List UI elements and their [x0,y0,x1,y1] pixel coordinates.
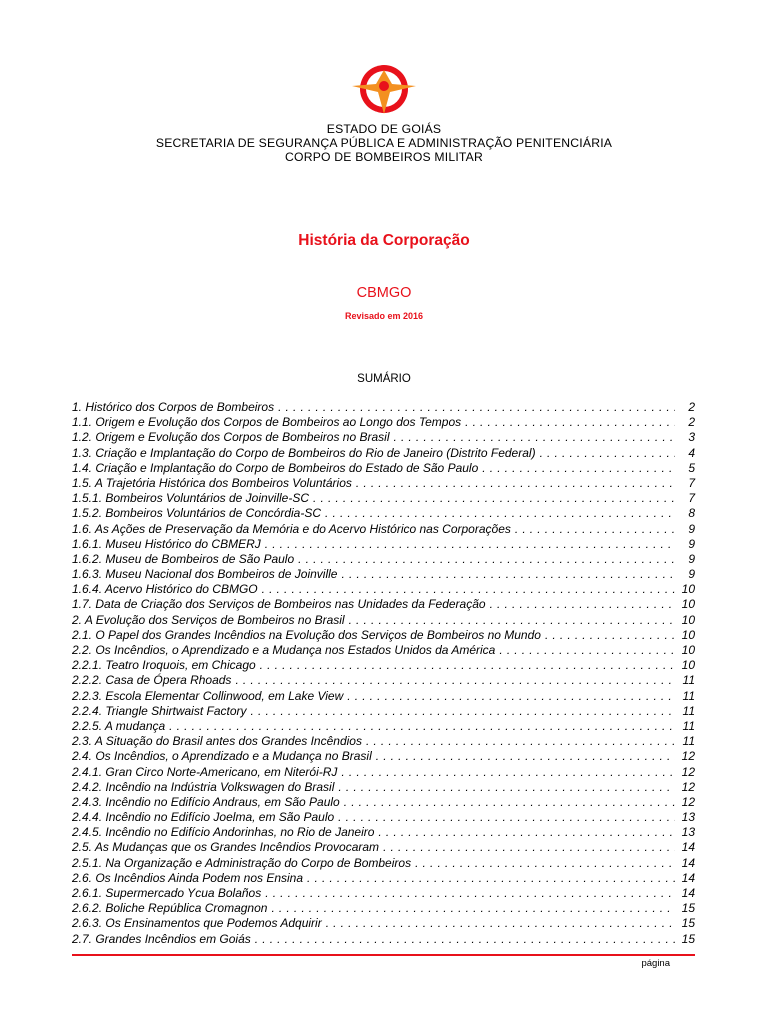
dot-leader [326,916,675,930]
toc-entry-page: 11 [682,718,695,733]
toc-entry-label: 2.5. As Mudanças que os Grandes Incêndios Provocaram [72,840,380,855]
toc-entry[interactable] [72,628,695,643]
toc-entry[interactable] [72,840,695,855]
toc-entry-page: 10 [681,597,695,612]
toc-entry[interactable] [72,537,695,552]
toc-entry[interactable] [72,446,695,461]
toc-entry-label: 2.4.5. Incêndio no Edifício Andorinhas, no Rio de Janeiro [72,825,375,840]
toc-entry-page: 12 [681,779,695,794]
toc-entry[interactable] [72,552,695,567]
dot-leader [278,400,675,414]
toc-entry-page: 12 [681,749,695,764]
dot-leader [338,780,675,794]
toc-entry-page: 3 [688,430,695,445]
toc-entry[interactable] [72,901,695,916]
toc-entry-label: 1.6. As Ações de Preservação da Memória e do Acervo Histórico nas Corporações [72,521,511,536]
toc-entry-label: 2.2.3. Escola Elementar Collinwood, em Lake View [72,688,344,703]
dot-leader [260,658,675,672]
dot-leader [540,446,675,460]
toc-entry-label: 1.3. Criação e Implantação do Corpo de Bombeiros do Rio de Janeiro (Distrito Federal) [72,445,536,460]
toc-entry-label: 1.2. Origem e Evolução dos Corpos de Bombeiros no Brasil [72,430,390,445]
dot-leader [545,628,675,642]
toc-entry-label: 2.4.1. Gran Circo Norte-Americano, em Niterói-RJ [72,764,338,779]
toc-entry-page: 15 [681,931,695,946]
toc-entry-page: 12 [681,764,695,779]
toc-entry-label: 2.2.4. Triangle Shirtwaist Factory [72,703,247,718]
toc-entry-label: 1.6.2. Museu de Bombeiros de São Paulo [72,551,295,566]
toc-entry-label: 2.5.1. Na Organização e Administração do Corpo de Bombeiros [72,855,412,870]
dot-leader [376,749,675,763]
toc-entry[interactable] [72,567,695,582]
toc-entry-page: 14 [681,870,695,885]
dot-leader [465,415,675,429]
toc-entry-label: 2.2.5. A mudança [72,718,166,733]
toc-entry[interactable] [72,734,695,749]
header-corps: CORPO DE BOMBEIROS MILITAR [285,150,483,164]
toc-entry[interactable] [72,461,695,476]
dot-leader [255,932,675,946]
toc-entry-page: 10 [681,582,695,597]
table-of-contents [72,400,695,947]
toc-entry[interactable] [72,704,695,719]
toc-entry[interactable] [72,886,695,901]
dot-leader [383,840,675,854]
toc-entry-label: 2.6.2. Boliche República Cromagnon [72,901,268,916]
toc-entry[interactable] [72,491,695,506]
toc-entry[interactable] [72,749,695,764]
toc-entry[interactable] [72,673,695,688]
toc-entry[interactable] [72,643,695,658]
dot-leader [366,734,675,748]
dot-leader [271,901,675,915]
toc-entry-label: 2.4. Os Incêndios, o Aprendizado e a Mudança no Brasil [72,749,372,764]
toc-entry[interactable] [72,582,695,597]
toc-entry-page: 10 [681,612,695,627]
toc-entry[interactable] [72,658,695,673]
toc-entry-page: 11 [682,703,695,718]
toc-entry[interactable] [72,613,695,628]
dot-leader [235,673,675,687]
toc-entry-label: 2.7. Grandes Incêndios em Goiás [72,931,251,946]
toc-entry-page: 9 [688,536,695,551]
dot-leader [262,582,675,596]
document-subtitle: CBMGO [356,285,412,301]
dot-leader [169,719,675,733]
toc-entry-label: 2.4.2. Incêndio na Indústria Volkswagen do Brasil [72,779,335,794]
header-state: ESTADO DE GOIÁS [326,122,442,136]
toc-entry[interactable] [72,400,695,415]
toc-entry-label: 1.6.3. Museu Nacional dos Bombeiros de Joinville [72,567,338,582]
toc-entry-page: 13 [681,810,695,825]
footer-rule [72,954,695,956]
toc-entry-label: 2.6.3. Os Ensinamentos que Podemos Adquirir [72,916,322,931]
toc-entry-page: 2 [688,400,695,414]
toc-entry-page: 7 [688,475,695,490]
toc-entry[interactable] [72,689,695,704]
toc-entry-page: 10 [681,658,695,673]
toc-entry[interactable] [72,871,695,886]
dot-leader [325,506,675,520]
dot-leader [347,689,675,703]
toc-entry-label: 2.4.4. Incêndio no Edifício Joelma, em São Paulo [72,810,335,825]
dot-leader [349,613,675,627]
dot-leader [341,765,675,779]
toc-entry-label: 2. A Evolução dos Serviços de Bombeiros no Brasil [72,612,345,627]
toc-entry-page: 11 [682,673,695,688]
footer-page-label: página [641,958,670,969]
dot-leader [341,567,675,581]
toc-entry-page: 15 [681,916,695,931]
toc-entry-label: 2.3. A Situação do Brasil antes dos Grandes Incêndios [72,734,362,749]
toc-heading: SUMÁRIO [357,373,411,385]
dot-leader [265,886,675,900]
toc-entry[interactable] [72,810,695,825]
toc-entry-page: 11 [682,688,695,703]
toc-entry[interactable] [72,476,695,491]
toc-entry-label: 2.6.1. Supermercado Ycua Bolaños [72,886,262,900]
toc-entry-page: 4 [688,445,695,460]
toc-entry[interactable] [72,415,695,430]
toc-entry-page: 12 [681,794,695,809]
dot-leader [251,704,675,718]
toc-entry-label: 1.5.1. Bombeiros Voluntários de Joinville-SC [72,491,310,506]
toc-entry[interactable] [72,795,695,810]
toc-entry-label: 1.4. Criação e Implantação do Corpo de Bombeiros do Estado de São Paulo [72,460,479,475]
toc-entry-label: 2.2.1. Teatro Iroquois, em Chicago [72,658,256,673]
bombeiros-emblem-logo [348,62,420,118]
dot-leader [415,856,675,870]
toc-entry-label: 1.5.2. Bombeiros Voluntários de Concórdia-SC [72,506,322,521]
toc-entry-page: 15 [681,901,695,916]
dot-leader [344,795,675,809]
toc-entry-label: 1.7. Data de Criação dos Serviços de Bombeiros nas Unidades da Federação [72,597,486,612]
dot-leader [499,643,675,657]
toc-entry[interactable] [72,719,695,734]
dot-leader [338,810,675,824]
toc-entry[interactable] [72,522,695,537]
toc-entry[interactable] [72,932,695,947]
toc-entry[interactable] [72,856,695,871]
dot-leader [356,476,675,490]
toc-entry[interactable] [72,780,695,795]
toc-entry-label: 1. Histórico dos Corpos de Bombeiros [72,400,275,414]
toc-entry-label: 2.1. O Papel dos Grandes Incêndios na Evolução dos Serviços de Bombeiros no Mundo [72,627,541,642]
toc-entry-page: 10 [681,627,695,642]
toc-entry-page: 7 [688,491,695,506]
toc-entry-page: 5 [688,460,695,475]
toc-entry[interactable] [72,430,695,445]
revision-note: Revisado em 2016 [344,311,424,321]
toc-entry-label: 1.5. A Trajetória Histórica dos Bombeiros Voluntários [72,475,352,490]
toc-entry-label: 1.6.4. Acervo Histórico do CBMGO [72,582,258,597]
document-title: História da Corporação [298,232,470,249]
toc-entry-label: 2.4.3. Incêndio no Edifício Andraus, em São Paulo [72,794,340,809]
toc-entry-page: 14 [681,855,695,870]
dot-leader [313,491,675,505]
toc-entry-label: 1.1. Origem e Evolução dos Corpos de Bombeiros ao Longo dos Tempos [72,415,462,430]
dot-leader [482,461,675,475]
toc-entry[interactable] [72,825,695,840]
toc-entry[interactable] [72,597,695,612]
dot-leader [298,552,675,566]
toc-entry[interactable] [72,916,695,931]
toc-entry-page: 14 [681,840,695,855]
toc-entry-label: 2.6. Os Incêndios Ainda Podem nos Ensina [72,870,304,885]
toc-entry-label: 2.2.2. Casa de Ópera Rhoads [72,673,232,688]
header-secretariat: SECRETARIA DE SEGURANÇA PÚBLICA E ADMINISTRAÇÃO PENITENCIÁRIA [155,136,613,150]
dot-leader [307,871,675,885]
toc-entry-page: 9 [688,551,695,566]
toc-entry-label: 2.2. Os Incêndios, o Aprendizado e a Mudança nos Estados Unidos da América [72,643,496,657]
dot-leader [265,537,675,551]
toc-entry-page: 11 [682,734,695,749]
toc-entry-label: 1.6.1. Museu Histórico do CBMERJ [72,536,261,551]
dot-leader [490,597,675,611]
toc-entry-page: 9 [688,567,695,582]
toc-entry-page: 10 [681,643,695,657]
dot-leader [378,825,675,839]
toc-entry-page: 8 [688,506,695,521]
dot-leader [515,522,675,536]
toc-entry-page: 13 [681,825,695,840]
toc-entry-page: 9 [688,521,695,536]
toc-entry-page: 2 [688,415,695,430]
toc-entry[interactable] [72,765,695,780]
toc-entry[interactable] [72,506,695,521]
dot-leader [394,430,676,444]
toc-entry-page: 14 [681,886,695,900]
